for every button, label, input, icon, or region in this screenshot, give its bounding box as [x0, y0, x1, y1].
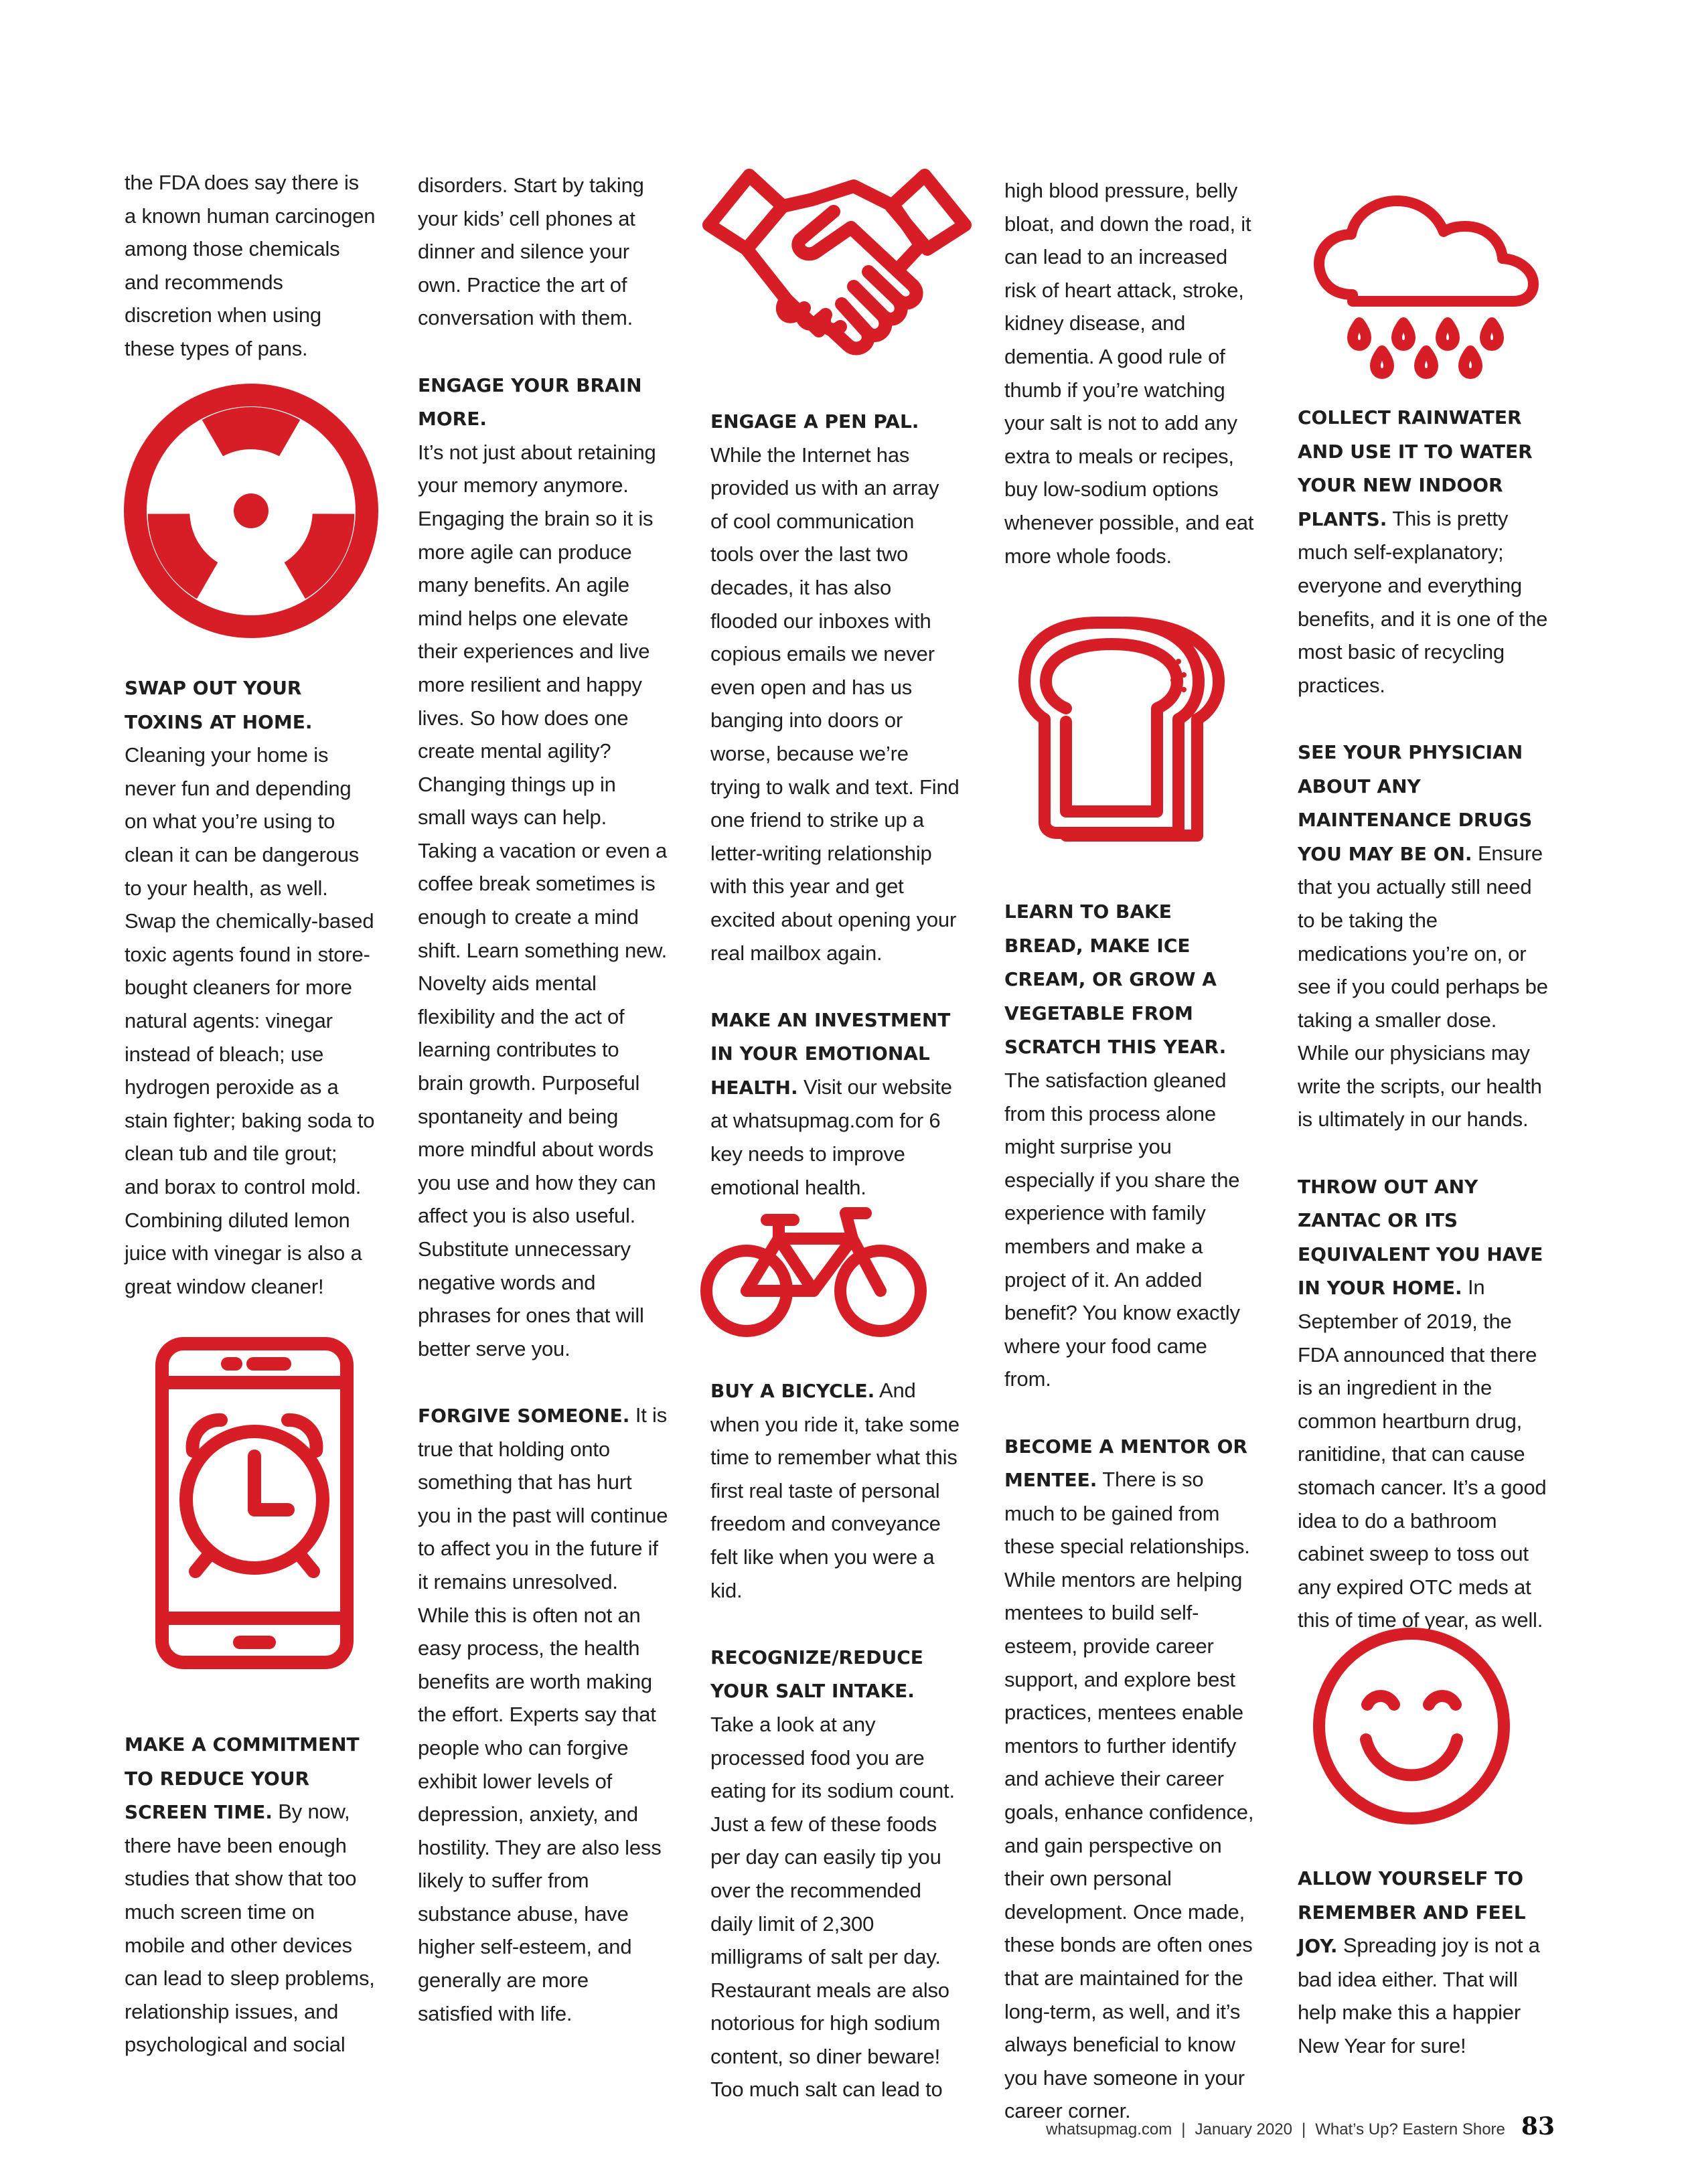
section-body: This is pretty much self-explanatory; everyone and everything benefits, and it is one of the most basic of recycling practices. [1298, 506, 1548, 697]
column-4 [1004, 174, 1255, 572]
brain-section [418, 368, 669, 1366]
section-heading: ALLOW YOURSELF TO REMEMBER AND FEEL JOY. [1298, 1867, 1526, 1958]
footer-separator: | [1181, 2120, 1186, 2138]
column-1 [125, 166, 376, 366]
section-body: While the Internet has provided us with an array of cool communication tools over the last two decades, it has also flooded our inboxes with copious emails we never even open and has us banging into doors or worse, because we’re trying to walk and text. Find one friend to strike up a letter-writing relationship with this year and get excited about opening your real mailbox again. [710, 443, 960, 965]
bicycle-icon [700, 1198, 927, 1339]
footer-date: January 2020 [1195, 2120, 1292, 2138]
section-body: Spreading joy is not a bad idea either. That will help make this a happier New Year for sure! [1298, 1934, 1540, 2057]
section-heading: MAKE A COMMITMENT TO REDUCE YOUR SCREEN TIME. [125, 1733, 360, 1824]
section-heading: COLLECT RAINWATER AND USE IT TO WATER YOUR NEW INDOOR PLANTS. [1298, 406, 1533, 530]
section-heading: ENGAGE YOUR BRAIN MORE. [418, 374, 642, 431]
section-heading: THROW OUT ANY ZANTAC OR ITS EQUIVALENT YOU HAVE IN YOUR HOME. [1298, 1175, 1543, 1300]
screen-section [125, 1727, 376, 2061]
smiley-icon [1311, 1626, 1512, 1826]
section-body: Take a look at any processed food you are eating for its sodium count. Just a few of these foods per day can easily tip you over the recommended daily limit of 2,300 milligrams of salt per day. Restaurant meals are also notorious for high sodium content, so diner beware! Too much salt can lead to [710, 1712, 955, 2102]
paragraph: disorders. Start by taking your kids’ cell phones at dinner and silence your own. Practice the art of conversation with them. [418, 173, 644, 330]
forgive-section [418, 1399, 669, 2030]
penpal-section [710, 404, 962, 969]
section-body: Visit our website at whatsupmag.com for 6 key needs to improve emotional health. [710, 1075, 952, 1199]
footer-separator: | [1301, 2120, 1306, 2138]
section-body: It is true that holding onto something that has hurt you in the past will continue to affect you in the future if it remains unresolved. While this is often not an easy process, the health benefits are worth making the effort. Experts say that people who can forgive exhibit lower levels of depression, anxiety, and hostility. They are also less likely to suffer from substance abuse, have higher self-esteem, and generally are more satisfied with life. [418, 1403, 668, 2025]
rain-cloud-icon [1312, 194, 1540, 382]
section-heading: MAKE AN INVESTMENT IN YOUR EMOTIONAL HEALTH. [710, 1008, 951, 1099]
section-body: It’s not just about retaining your memory anymore. Engaging the brain so it is more agile can produce many benefits. An agile mind helps one elevate their experiences and live more resilient and happy lives. So how does one create mental agility? Changing things up in small ways can help. Taking a vacation or even a coffee break sometimes is enough to create a mind shift. Learn something new. Novelty aids mental flexibility and the act of learning contributes to brain growth. Purposeful spontaneity and being more mindful about words you use and how they can affect you is also useful. Substitute unnecessary negative words and phrases for ones that will better serve you. [418, 440, 668, 1360]
footer-publication: What’s Up? Eastern Shore [1315, 2120, 1505, 2138]
section-heading: FORGIVE SOMEONE. [418, 1404, 630, 1427]
column-1-mid [125, 671, 376, 1303]
column-5-bottom [1298, 1861, 1549, 2063]
paragraph: the FDA does say there is a known human carcinogen among those chemicals and recommends discretion when using these types of pans. [125, 171, 376, 360]
bake-section [1004, 894, 1255, 1396]
phone-alarm-icon [154, 1336, 355, 1670]
section-body: In September of 2019, the FDA announced that there is an ingredient in the common heartburn drug, ranitidine, that can cause stomach cancer. It’s a good idea to do a bathroom cabinet sweep to toss out any expired OTC meds at this of time of year, as well. [1298, 1275, 1547, 1632]
toxins-section [125, 671, 376, 1303]
section-heading: LEARN TO BAKE BREAD, MAKE ICE CREAM, OR GROW A VEGETABLE FROM SCRATCH THIS YEAR. [1004, 901, 1227, 1059]
section-heading: BECOME A MENTOR OR MENTEE. [1004, 1435, 1247, 1492]
section-body: There is so much to be gained from these special relationships. While mentors are helping mentees to build self-esteem, provide career support, and explore best practices, mentees enable mentors to further identify and achieve their career goals, enhance confidence, and gain perspective on their own personal development. Once made, these bonds are often ones that are maintained for the long-term, as well, and it’s always beneficial to know you have someone in your career corner. [1004, 1468, 1254, 2123]
column-3 [710, 404, 962, 1204]
rain-section [1298, 400, 1549, 702]
column-1-bottom [125, 1727, 376, 2061]
section-body: The satisfaction gleaned from this process alone might surprise you especially if you share the experience with family members and make a project of it. An added benefit? You know exactly where your food came from. [1004, 1068, 1240, 1391]
physician-section [1298, 735, 1549, 1136]
radiation-icon [124, 384, 378, 638]
section-body: And when you ride it, take some time to remember what this first real taste of personal freedom and conveyance felt like when you were a kid. [710, 1379, 960, 1602]
column-3-bottom [710, 1374, 962, 2106]
section-body: Ensure that you actually still need to be taking the medications you’re on, or see if you could perhaps be taking a smaller dose. While our physicians may write the scripts, our health is ultimately in our hands. [1298, 841, 1548, 1132]
invest-section [710, 1003, 962, 1204]
bike-section [710, 1374, 962, 1607]
column-4-bottom [1004, 894, 1255, 2128]
handshake-icon [700, 166, 974, 360]
section-heading: ENGAGE A PEN PAL. [710, 410, 919, 433]
column-2 [418, 169, 669, 2030]
section-heading: SWAP OUT YOUR TOXINS AT HOME. [125, 677, 313, 733]
section-body: By now, there have been enough studies that show that too much screen time on mobile and other devices can lead to sleep problems, relationship issues, and psychological and social [125, 1800, 375, 2057]
page-footer [1046, 2112, 1555, 2140]
section-heading: BUY A BICYCLE. [710, 1380, 875, 1402]
footer-website: whatsupmag.com [1046, 2120, 1172, 2138]
section-body: Cleaning your home is never fun and depending on what you’re using to clean it can be dangerous to your health, as well. Swap the chemically-based toxic agents found in store-bought cleaners for more natural agents: vinegar instead of bleach; use hydrogen peroxide as a stain fighter; baking soda to clean tub and tile grout; and borax to control mold. Combining diluted lemon juice with vinegar is also a great window cleaner! [125, 743, 375, 1298]
section-heading: SEE YOUR PHYSICIAN ABOUT ANY MAINTENANCE DRUGS YOU MAY BE ON. [1298, 740, 1533, 865]
section-heading: RECOGNIZE/REDUCE YOUR SALT INTAKE. [710, 1646, 923, 1703]
salt-section [710, 1640, 962, 2106]
column-5 [1298, 400, 1549, 1637]
mentor-section [1004, 1429, 1255, 2128]
page-number: 83 [1521, 2112, 1555, 2140]
zantac-section [1298, 1170, 1549, 1637]
joy-section [1298, 1861, 1549, 2063]
paragraph: high blood pressure, belly bloat, and down the road, it can lead to an increased risk of heart attack, stroke, kidney disease, and dementia. A good rule of thumb if you’re watching your salt is not to add any extra to meals or recipes, buy low-sodium options whenever possible, and eat more whole foods. [1004, 179, 1254, 568]
bread-icon [1018, 615, 1232, 849]
